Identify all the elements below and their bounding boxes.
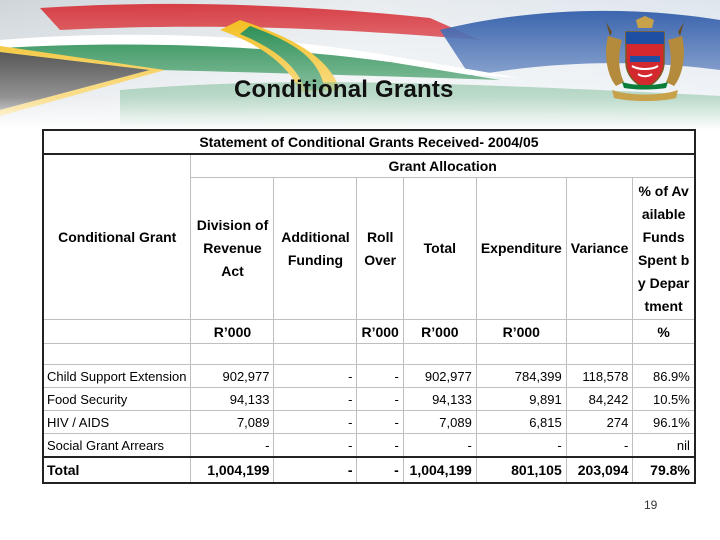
row-total: 7,089	[403, 411, 476, 434]
table-row	[43, 434, 695, 458]
row-rollover: -	[357, 365, 403, 388]
row-name: HIV / AIDS	[43, 411, 191, 434]
col-header-additional: Additional Funding	[274, 178, 357, 320]
total-dora: 1,004,199	[191, 457, 274, 483]
row-dora: -	[191, 434, 274, 458]
row-rollover: -	[357, 388, 403, 411]
col-header-expenditure: Expenditure	[476, 178, 566, 320]
row-expenditure: 9,891	[476, 388, 566, 411]
unit-percent: %	[633, 320, 695, 344]
total-percent: 79.8%	[633, 457, 695, 483]
row-additional: -	[274, 434, 357, 458]
table-caption: Statement of Conditional Grants Received- 2004/05	[43, 130, 695, 154]
col-header-total: Total	[403, 178, 476, 320]
units-row	[43, 320, 695, 344]
col-header-percent: % of Available Funds Spent by Department	[633, 178, 695, 320]
spacer-row	[43, 344, 695, 365]
row-expenditure: 784,399	[476, 365, 566, 388]
col-header-variance: Variance	[566, 178, 633, 320]
table-caption-row	[43, 130, 695, 154]
unit-grant	[43, 320, 191, 344]
row-dora: 94,133	[191, 388, 274, 411]
total-total: 1,004,199	[403, 457, 476, 483]
row-percent: nil	[633, 434, 695, 458]
row-name: Child Support Extension	[43, 365, 191, 388]
provincial-crest	[598, 16, 692, 102]
row-name: Food Security	[43, 388, 191, 411]
row-total: 902,977	[403, 365, 476, 388]
unit-variance	[566, 320, 633, 344]
row-dora: 902,977	[191, 365, 274, 388]
col-header-grant-label: Conditional Grant	[58, 229, 177, 245]
group-header-grant-allocation: Grant Allocation	[191, 154, 695, 178]
row-rollover: -	[357, 411, 403, 434]
row-variance: -	[566, 434, 633, 458]
table-row	[43, 411, 695, 434]
unit-additional	[274, 320, 357, 344]
row-variance: 84,242	[566, 388, 633, 411]
row-percent: 10.5%	[633, 388, 695, 411]
row-name: Social Grant Arrears	[43, 434, 191, 458]
row-expenditure: 6,815	[476, 411, 566, 434]
page-number: 19	[644, 498, 658, 512]
row-additional: -	[274, 411, 357, 434]
unit-expenditure: R’000	[476, 320, 566, 344]
total-rollover: -	[357, 457, 403, 483]
total-label: Total	[43, 457, 191, 483]
row-percent: 96.1%	[633, 411, 695, 434]
table-row	[43, 388, 695, 411]
total-expenditure: 801,105	[476, 457, 566, 483]
row-rollover: -	[357, 434, 403, 458]
unit-total: R’000	[403, 320, 476, 344]
row-variance: 274	[566, 411, 633, 434]
row-expenditure: -	[476, 434, 566, 458]
row-percent: 86.9%	[633, 365, 695, 388]
col-header-dora: Division of Revenue Act	[191, 178, 274, 320]
row-variance: 118,578	[566, 365, 633, 388]
row-additional: -	[274, 388, 357, 411]
unit-rollover: R’000	[357, 320, 403, 344]
total-additional: -	[274, 457, 357, 483]
col-header-rollover: Roll Over	[357, 178, 403, 320]
unit-dora: R’000	[191, 320, 274, 344]
total-row	[43, 457, 695, 483]
row-total: -	[403, 434, 476, 458]
coat-of-arms-icon	[598, 16, 692, 102]
col-header-grant	[43, 154, 191, 320]
total-variance: 203,094	[566, 457, 633, 483]
row-dora: 7,089	[191, 411, 274, 434]
group-header-row	[43, 154, 695, 178]
table-row	[43, 365, 695, 388]
conditional-grants-table	[42, 129, 696, 484]
row-additional: -	[274, 365, 357, 388]
slide-title: Conditional Grants	[234, 76, 454, 103]
row-total: 94,133	[403, 388, 476, 411]
